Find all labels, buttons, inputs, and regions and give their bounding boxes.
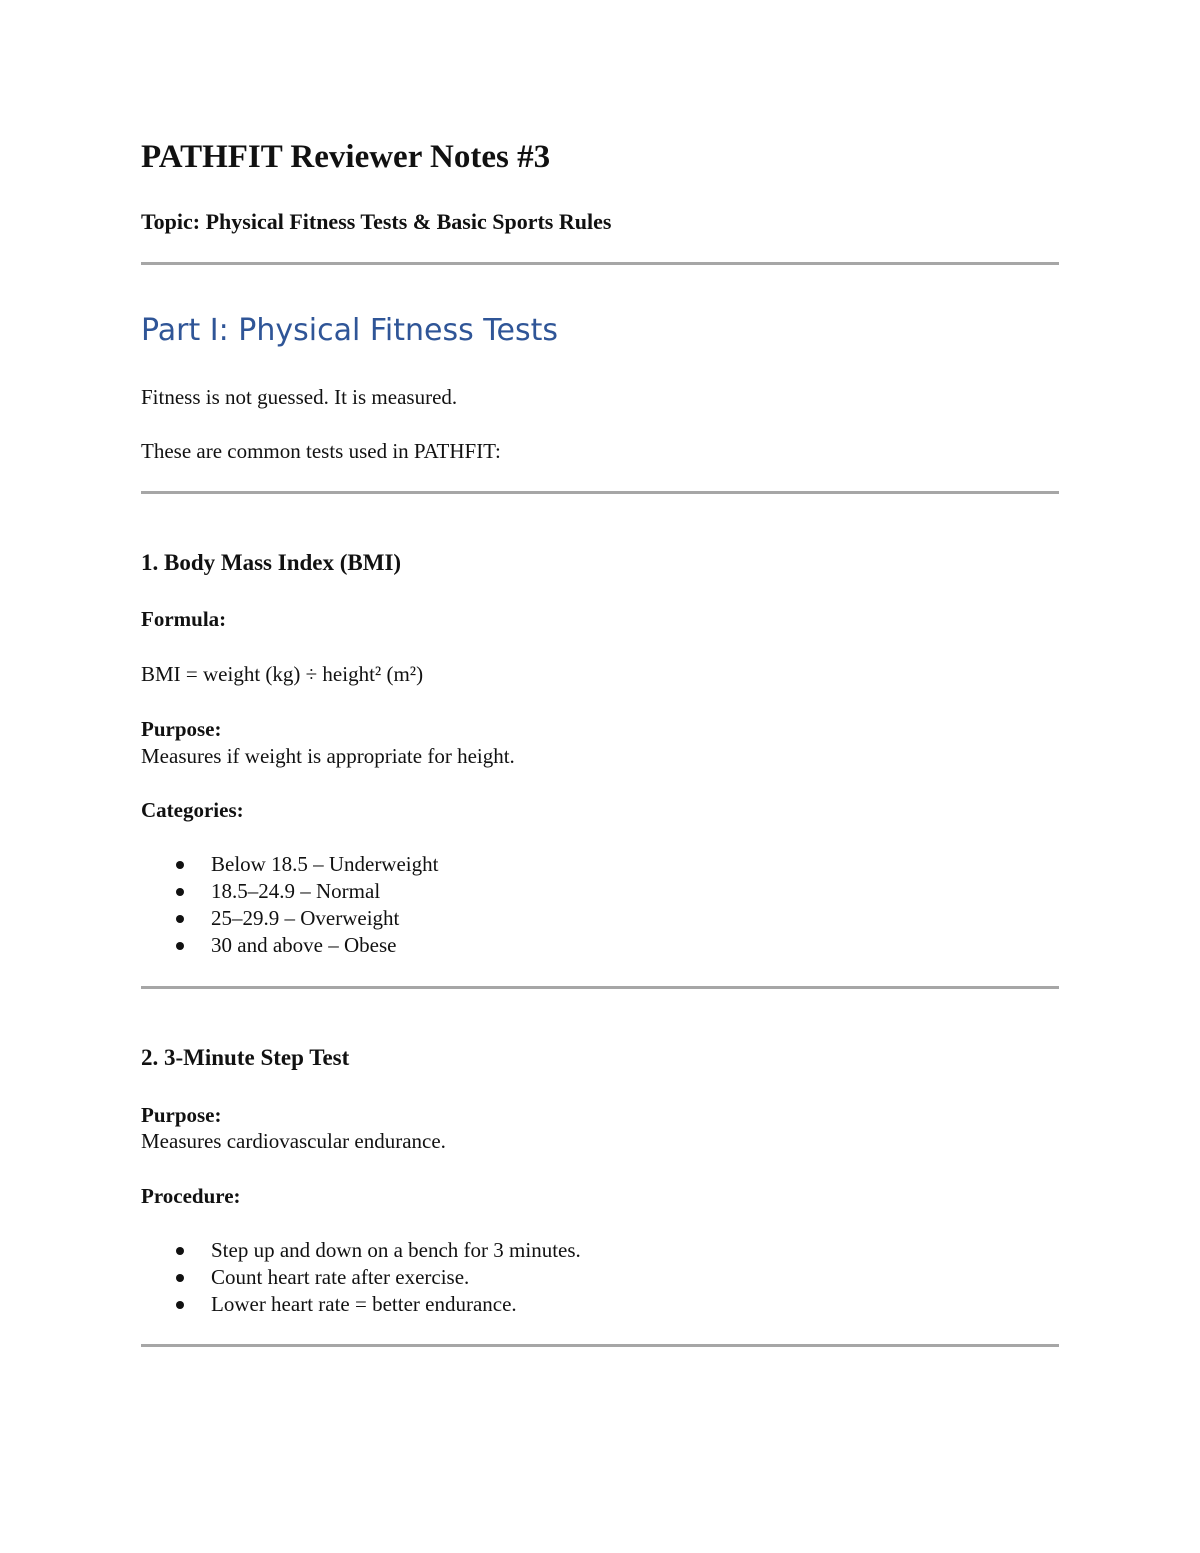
bullet-icon [176, 861, 184, 869]
list-item [141, 1237, 581, 1264]
bmi-formula: BMI = weight (kg) ÷ height² (m²) [141, 662, 424, 686]
horizontal-rule [141, 1344, 1059, 1347]
bullet-icon [176, 915, 184, 923]
bullet-icon [176, 1247, 184, 1255]
list-item-text: Step up and down on a bench for 3 minutes. [211, 1238, 581, 1262]
section-heading-bmi: 1. Body Mass Index (BMI) [141, 550, 402, 575]
list-item [141, 851, 438, 878]
part-heading: Part I: Physical Fitness Tests [141, 313, 558, 348]
list-item [141, 905, 438, 932]
bullet-icon [176, 1274, 184, 1282]
purpose-label: Purpose: [141, 717, 222, 741]
purpose-label: Purpose: [141, 1103, 222, 1127]
procedure-label: Procedure: [141, 1184, 241, 1208]
bmi-categories-list [141, 851, 438, 959]
list-item [141, 932, 438, 959]
list-item-text: 30 and above – Obese [211, 933, 397, 957]
list-item-text: 18.5–24.9 – Normal [211, 879, 381, 903]
horizontal-rule [141, 986, 1059, 989]
document-title: PATHFIT Reviewer Notes #3 [141, 139, 551, 175]
bullet-icon [176, 888, 184, 896]
list-item [141, 1264, 581, 1291]
step-test-procedure-list [141, 1237, 581, 1318]
purpose-text: Measures if weight is appropriate for height. [141, 744, 515, 768]
bullet-icon [176, 1301, 184, 1309]
list-item-text: Count heart rate after exercise. [211, 1265, 470, 1289]
intro-paragraph: These are common tests used in PATHFIT: [141, 439, 501, 463]
horizontal-rule [141, 491, 1059, 494]
list-item [141, 1291, 581, 1318]
list-item-text: Below 18.5 – Underweight [211, 852, 439, 876]
categories-label: Categories: [141, 798, 244, 822]
list-item-text: 25–29.9 – Overweight [211, 906, 400, 930]
formula-label: Formula: [141, 607, 227, 631]
intro-paragraph: Fitness is not guessed. It is measured. [141, 385, 458, 409]
list-item-text: Lower heart rate = better endurance. [211, 1292, 517, 1316]
horizontal-rule [141, 262, 1059, 265]
purpose-text: Measures cardiovascular endurance. [141, 1129, 446, 1153]
section-heading-step-test: 2. 3-Minute Step Test [141, 1045, 350, 1070]
document-topic: Topic: Physical Fitness Tests & Basic Sports Rules [141, 209, 612, 234]
list-item [141, 878, 438, 905]
bullet-icon [176, 942, 184, 950]
